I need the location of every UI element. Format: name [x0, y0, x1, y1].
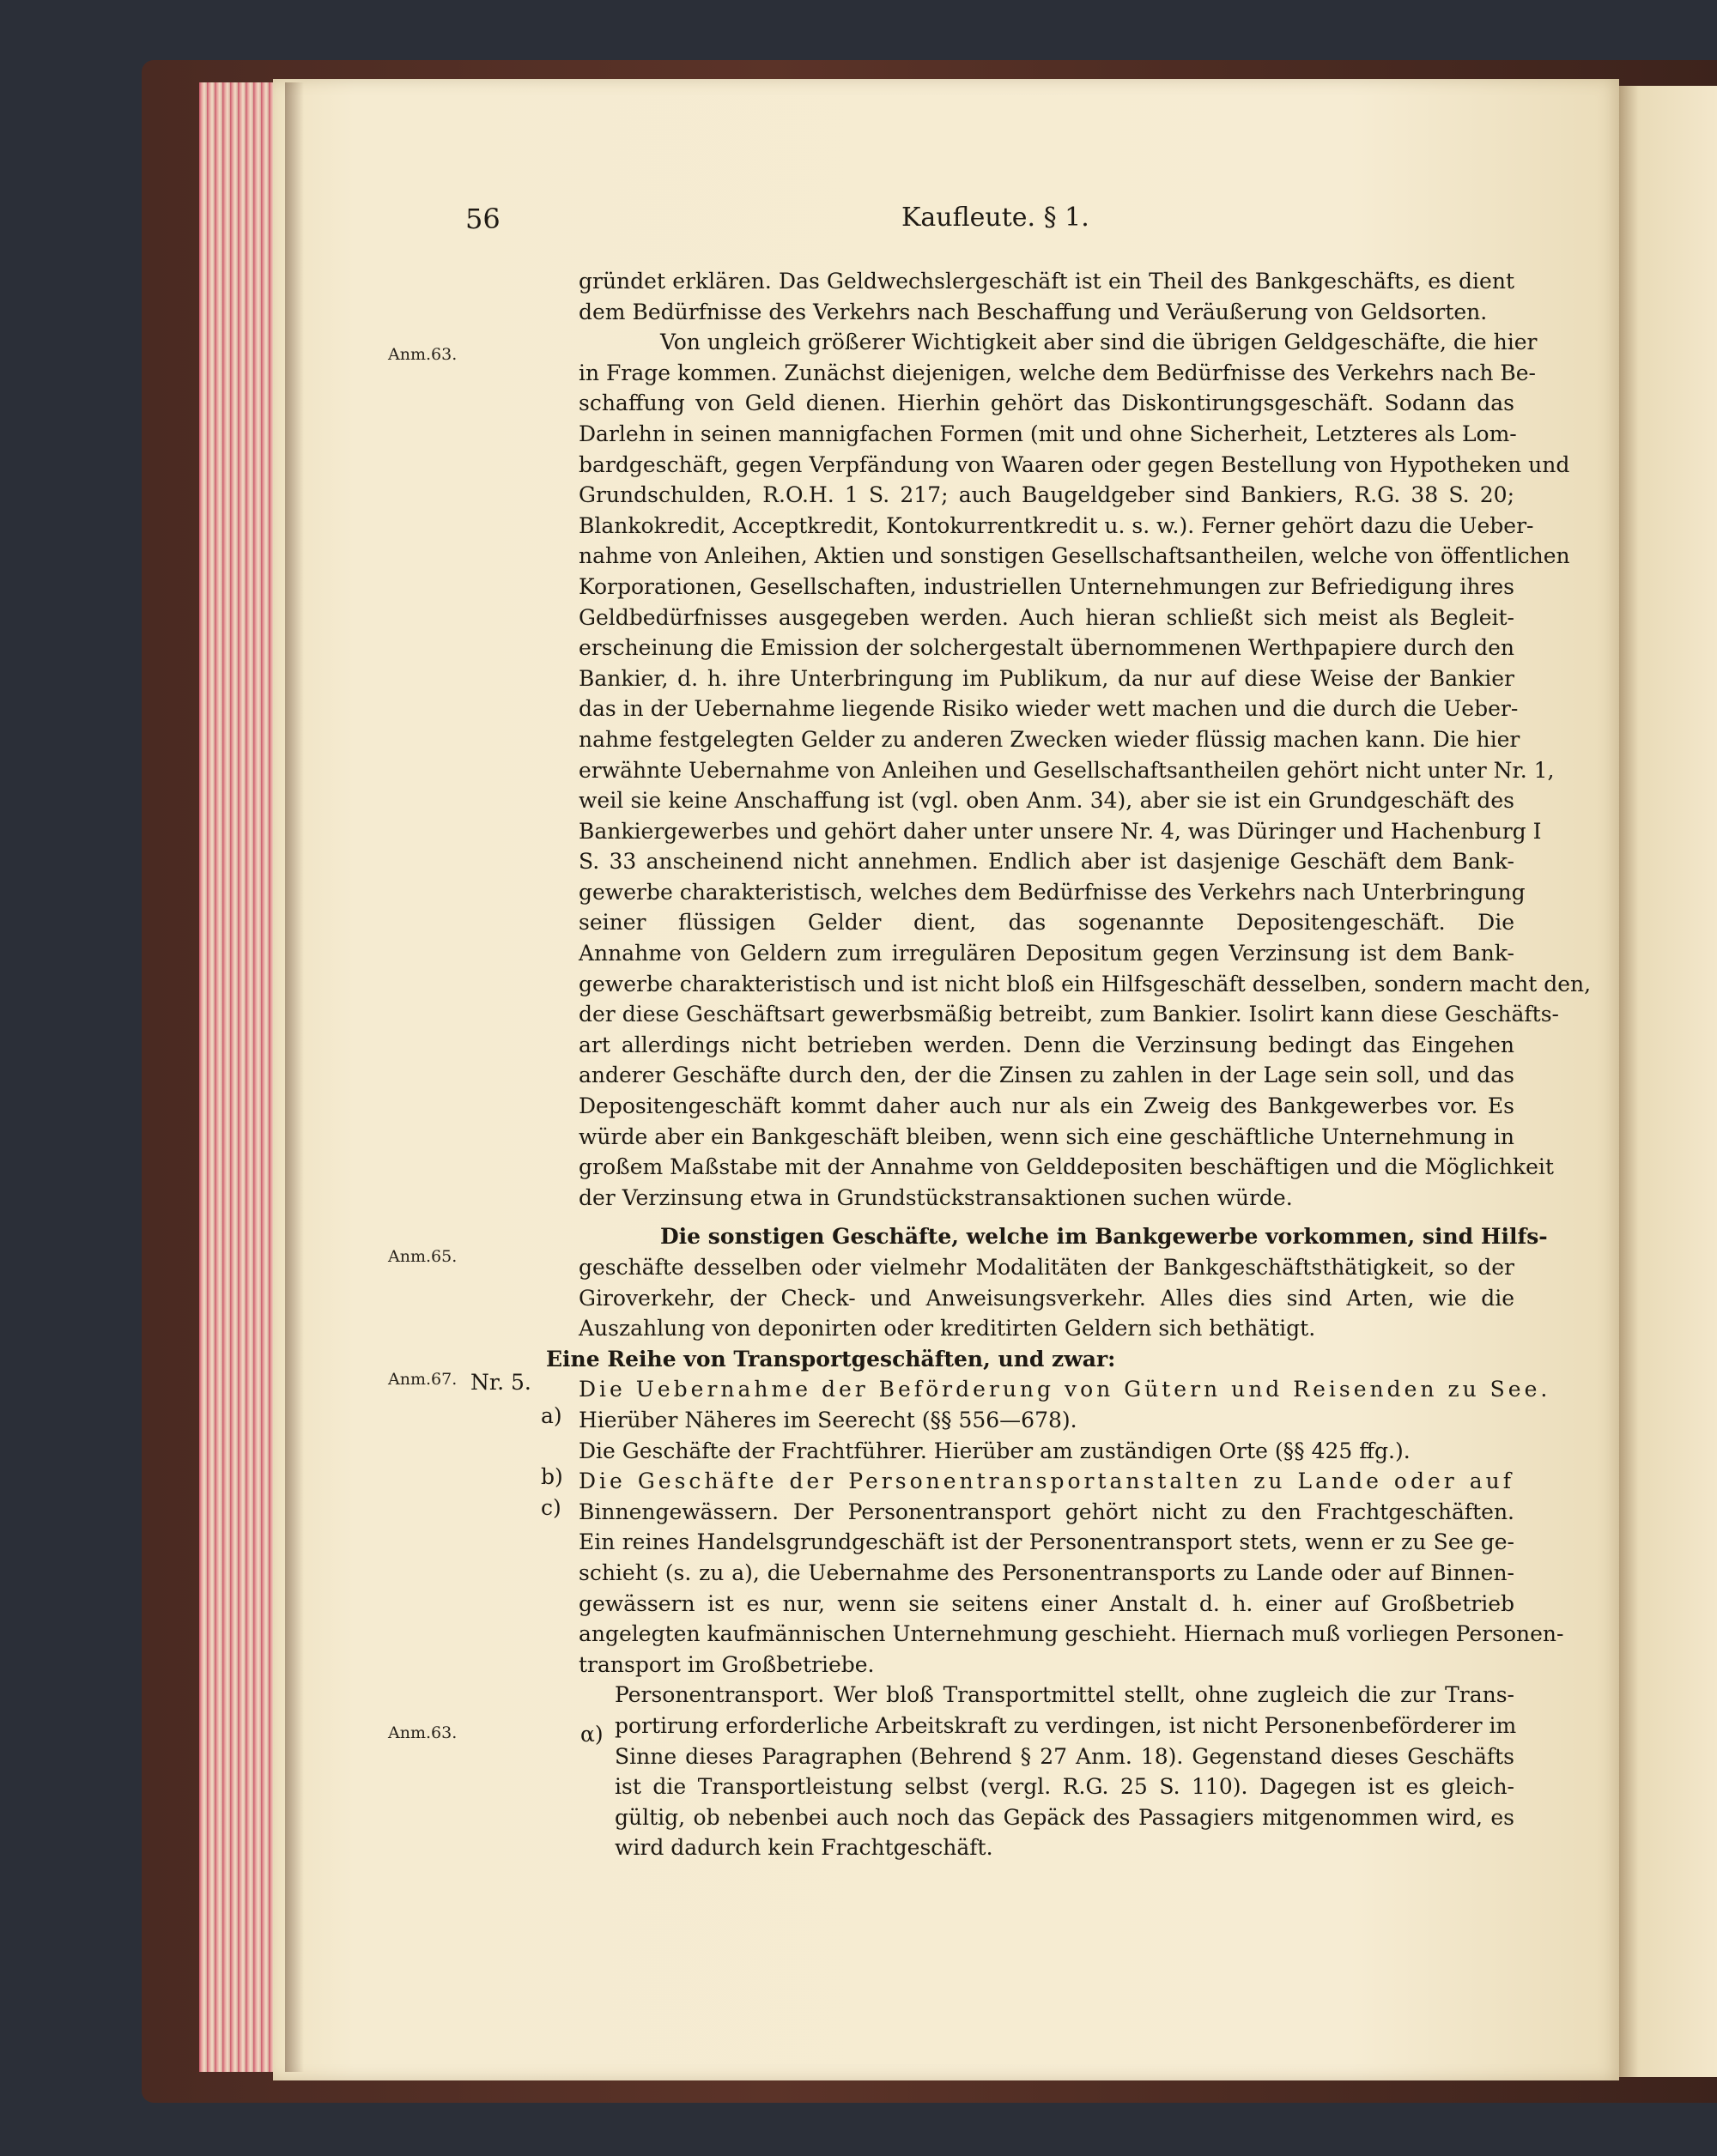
text-line: gründet erklären. Das Geldwechslergeschäft ist ein Theil des Bankgeschäfts, es dient — [579, 269, 1514, 294]
text-line: S. 33 anscheinend nicht annehmen. Endlich aber ist dasjenige Geschäft dem Bank- — [579, 849, 1514, 875]
text-line: dem Bedürfnisse des Verkehrs nach Beschaffung und Veräußerung von Geldsorten. — [579, 299, 1488, 324]
text-line: der diese Geschäftsart gewerbsmäßig betreibt, zum Bankier. Isolirt kann diese Geschäfts- — [579, 1002, 1559, 1027]
text-line: erwähnte Uebernahme von Anleihen und Gesellschaftsantheilen gehört nicht unter Nr. 1, — [579, 757, 1555, 783]
text-line: art allerdings nicht betrieben werden. Denn die Verzinsung bedingt das Eingehen — [579, 1032, 1514, 1057]
text-line: Hierüber Näheres im Seerecht (§§ 556—678). — [579, 1407, 1077, 1432]
text-line: Bankier, d. h. ihre Unterbringung im Publikum, da nur auf diese Weise der Bankier — [579, 665, 1514, 691]
item-label: b) — [541, 1464, 563, 1489]
text-line: Sinne dieses Paragraphen (Behrend § 27 Anm. 18). Gegenstand dieses Geschäfts — [615, 1743, 1514, 1769]
margin-note: Anm.63. — [388, 1723, 458, 1742]
text-line: Personentransport. Wer bloß Transportmittel stellt, ohne zugleich die zur Trans- — [615, 1682, 1514, 1708]
margin-note: Anm.67. — [388, 1370, 458, 1389]
text-line: würde aber ein Bankgeschäft bleiben, wenn sich eine geschäftliche Unternehmung in — [579, 1123, 1514, 1149]
text-line: Die sonstigen Geschäfte, welche im Bankgewerbe vorkommen, sind Hilfs- — [660, 1224, 1548, 1250]
text-line: gewerbe charakteristisch, welches dem Bedürfnisse des Verkehrs nach Unterbringung — [579, 879, 1526, 905]
text-line: gewässern ist es nur, wenn sie seitens einer Anstalt d. h. einer auf Großbetrieb — [579, 1590, 1514, 1616]
text-line: Depositengeschäft kommt daher auch nur als ein Zweig des Bankgewerbes vor. Es — [579, 1093, 1514, 1119]
text-line: gültig, ob nebenbei auch noch das Gepäck des Passagiers mitgenommen wird, es — [615, 1804, 1514, 1830]
text-line: Die Geschäfte der Personentransportanstalten zu Lande oder auf — [579, 1469, 1514, 1494]
text-line: Binnengewässern. Der Personentransport gehört nicht zu den Frachtgeschäften. — [579, 1499, 1514, 1524]
margin-note: Anm.65. — [388, 1247, 458, 1266]
page-number: 56 — [465, 203, 501, 235]
running-head: Kaufleute. § 1. — [901, 203, 1089, 233]
text-line: schieht (s. zu a), die Uebernahme des Personentransports zu Lande oder auf Binnen- — [579, 1559, 1514, 1585]
item-label: α) — [580, 1722, 604, 1747]
text-line: Von ungleich größerer Wichtigkeit aber sind die übrigen Geldgeschäfte, die hier — [660, 330, 1538, 355]
text-line: in Frage kommen. Zunächst diejenigen, welche dem Bedürfnisse des Verkehrs nach Be- — [579, 360, 1537, 385]
paragraph-marker: Nr. 5. — [470, 1370, 531, 1395]
text-line: Giroverkehr, der Check- und Anweisungsverkehr. Alles dies sind Arten, wie die — [579, 1285, 1514, 1311]
text-line: Darlehn in seinen mannigfachen Formen (mit und ohne Sicherheit, Letzteres als Lom- — [579, 421, 1517, 446]
text-line: wird dadurch kein Frachtgeschäft. — [615, 1835, 993, 1861]
text-line: gewerbe charakteristisch und ist nicht bloß ein Hilfsgeschäft desselben, sondern macht den, — [579, 971, 1592, 996]
text-line: Korporationen, Gesellschaften, industriellen Unternehmungen zur Befriedigung ihres — [579, 573, 1514, 599]
text-line: Eine Reihe von Transportgeschäften, und zwar: — [546, 1346, 1116, 1372]
text-line: großem Maßstabe mit der Annahme von Gelddepositen beschäftigen und die Möglichkeit — [579, 1154, 1554, 1180]
text-line: Bankiergewerbes und gehört daher unter unsere Nr. 4, was Düringer und Hachenburg I — [579, 818, 1542, 844]
text-line: Die Geschäfte der Frachtführer. Hierüber am zuständigen Orte (§§ 425 ffg.). — [579, 1438, 1411, 1463]
text-line: angelegten kaufmännischen Unternehmung geschieht. Hiernach muß vorliegen Personen- — [579, 1621, 1564, 1647]
text-line: Blankokredit, Acceptkredit, Kontokurrentkredit u. s. w.). Ferner gehört dazu die Ueber- — [579, 512, 1534, 538]
next-page-edge — [1619, 86, 1717, 2077]
body-text — [546, 266, 1592, 1863]
text-line: schaffung von Geld dienen. Hierhin gehört das Diskontirungsgeschäft. Sodann das — [579, 391, 1514, 416]
text-line: transport im Großbetriebe. — [579, 1651, 875, 1677]
text-line: Auszahlung von deponirten oder kreditirten Geldern sich bethätigt. — [579, 1316, 1316, 1341]
text-line: erscheinung die Emission der solchergestalt übernommenen Werthpapiere durch den — [579, 635, 1514, 661]
spine-shadow — [285, 82, 304, 2072]
text-line: das in der Uebernahme liegende Risiko wieder wett machen und die durch die Ueber- — [579, 696, 1519, 722]
text-line: portirung erforderliche Arbeitskraft zu verdingen, ist nicht Personenbeförderer im — [615, 1712, 1517, 1738]
text-line: nahme von Anleihen, Aktien und sonstigen Gesellschaftsantheilen, welche von öffentlichen — [579, 543, 1570, 569]
text-line: Annahme von Geldern zum irregulären Depositum gegen Verzinsung ist dem Bank- — [579, 941, 1514, 966]
text-line: ist die Transportleistung selbst (vergl. R.G. 25 S. 110). Dagegen ist es gleich- — [615, 1774, 1514, 1800]
text-line: weil sie keine Anschaffung ist (vgl. oben Anm. 34), aber sie ist ein Grundgeschäft des — [579, 788, 1514, 814]
text-line: Geldbedürfnisses ausgegeben werden. Auch hieran schließt sich meist als Begleit- — [579, 604, 1514, 630]
item-label: a) — [541, 1403, 562, 1428]
text-line: Grundschulden, R.O.H. 1 S. 217; auch Baugeldgeber sind Bankiers, R.G. 38 S. 20; — [579, 482, 1514, 508]
text-line: der Verzinsung etwa in Grundstückstransaktionen suchen würde. — [579, 1184, 1293, 1210]
item-label: c) — [541, 1495, 561, 1520]
text-line: Ein reines Handelsgrundgeschäft ist der Personentransport stets, wenn er zu See ge- — [579, 1529, 1514, 1555]
text-line: seiner flüssigen Gelder dient, das sogenannte Depositengeschäft. Die — [579, 910, 1514, 936]
page-header — [0, 203, 1717, 237]
text-line: nahme festgelegten Gelder zu anderen Zwecken wieder flüssig machen kann. Die hier — [579, 726, 1520, 752]
text-line: anderer Geschäfte durch den, der die Zinsen zu zahlen in der Lage sein soll, und das — [579, 1063, 1514, 1088]
margin-note: Anm.63. — [388, 345, 458, 364]
text-line: geschäfte desselben oder vielmehr Modalitäten der Bankgeschäftsthätigkeit, so der — [579, 1255, 1514, 1280]
text-line: bardgeschäft, gegen Verpfändung von Waaren oder gegen Bestellung von Hypotheken und — [579, 451, 1570, 477]
text-line: Die Uebernahme der Beförderung von Gütern und Reisenden zu See. — [579, 1377, 1551, 1402]
